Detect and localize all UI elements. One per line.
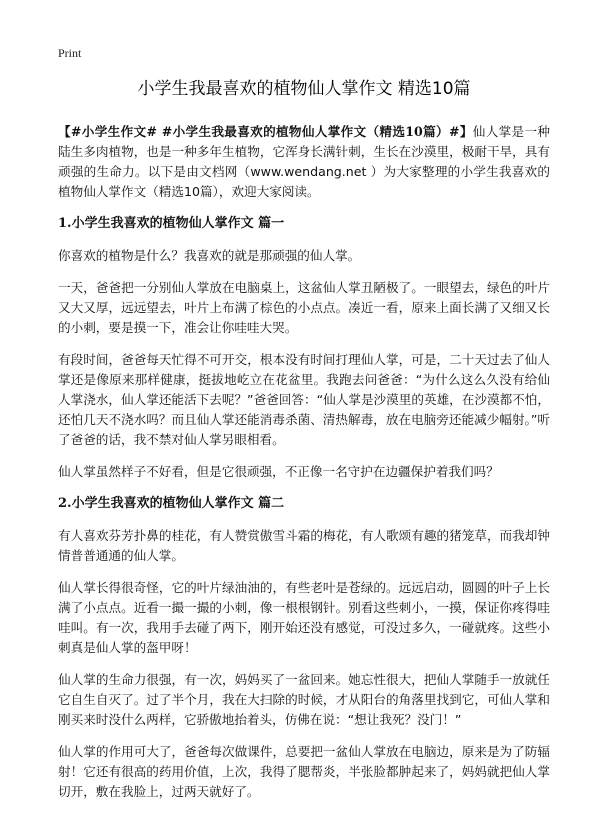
- intro-text: 仙人掌是一种陆生多肉植物，也是一种多年生植物，它浑身长满针刺，生长在沙漠里，极耐干旱，具有顽强的生命力。以下是由文档网（www.wendang.net ）为大家整理的小学生我喜欢的植物仙人掌作文（精选10篇），欢迎大家阅读。: [58, 124, 551, 199]
- intro-paragraph: [58, 122, 550, 202]
- paragraph: 仙人掌的作用可大了，爸爸每次做课件，总要把一盆仙人掌放在电脑边，原来是为了防辐射！它还有很高的药用价值，上次，我得了腮帮炎，半张脸都肿起来了，妈妈就把仙人掌切开，敷在我脸上，过两天就好了。: [58, 744, 550, 799]
- paragraph: 有人喜欢芬芳扑鼻的桂花，有人赞赏傲雪斗霜的梅花，有人歌颂有趣的猪笼草，而我却钟情普普通通的仙人掌。: [58, 528, 550, 563]
- section-heading: 2.小学生我喜欢的植物仙人掌作文 篇二: [58, 496, 285, 511]
- print-label[interactable]: Print: [58, 46, 82, 60]
- paragraph: 仙人掌虽然样子不好看，但是它很顽强，不正像一名守护在边疆保护着我们吗？: [58, 464, 499, 479]
- paragraph: 一天，爸爸把一分别仙人掌放在电脑桌上，这盆仙人掌丑陋极了。一眼望去，绿色的叶片又大又厚，远远望去，叶片上布满了棕色的小点点。凑近一看，原来上面长满了又细又长的小刺，要是摸一下，准会让你哇哇大哭。: [58, 280, 550, 335]
- section-1: [58, 214, 550, 482]
- section-2: [58, 494, 550, 802]
- intro-tag: 【#小学生作文# #小学生我最喜欢的植物仙人掌作文（精选10篇）#】: [58, 124, 473, 139]
- document-title: 小学生我最喜欢的植物仙人掌作文 精选10篇: [137, 79, 471, 99]
- document-body: [58, 122, 550, 814]
- paragraph: 仙人掌的生命力很强，有一次，妈妈买了一盆回来。她忘性很大，把仙人掌随手一放就任它自生自灭了。过了半个月，我在大扫除的时候，才从阳台的角落里找到它，可仙人掌和刚买来时没什么两样，它骄傲地抬着头，仿佛在说：“想让我死？没门！”: [58, 672, 550, 727]
- paragraph: 你喜欢的植物是什么？我喜欢的就是那顽强的仙人掌。: [58, 248, 361, 263]
- paragraph: 仙人掌长得很奇怪，它的叶片绿油油的，有些老叶是苍绿的。远远启动，圆圆的叶子上长满了小点点。近看一撮一撮的小刺，像一根根钢针。别看这些刺小，一摸，保证你疼得哇哇叫。有一次，我用手去碰了两下，刚开始还没有感觉，可没过多久，一碰就疼。这些小刺真是仙人掌的盔甲呀！: [58, 580, 550, 655]
- paragraph: 有段时间，爸爸每天忙得不可开交，根本没有时间打理仙人掌，可是，二十天过去了仙人掌还是像原来那样健康，挺拔地屹立在花盆里。我跑去问爸爸：“为什么这么久没有给仙人掌浇水，仙人掌还能活下去呢？”爸爸回答：“仙人掌是沙漠里的英雄，在沙漠都不怕，还怕几天不浇水吗？而且仙人掌还能消毒杀菌、清热解毒，放在电脑旁还能减少幅射。”听了爸爸的话，我不禁对仙人掌另眼相看。: [58, 352, 550, 447]
- section-heading: 1.小学生我喜欢的植物仙人掌作文 篇一: [58, 216, 285, 231]
